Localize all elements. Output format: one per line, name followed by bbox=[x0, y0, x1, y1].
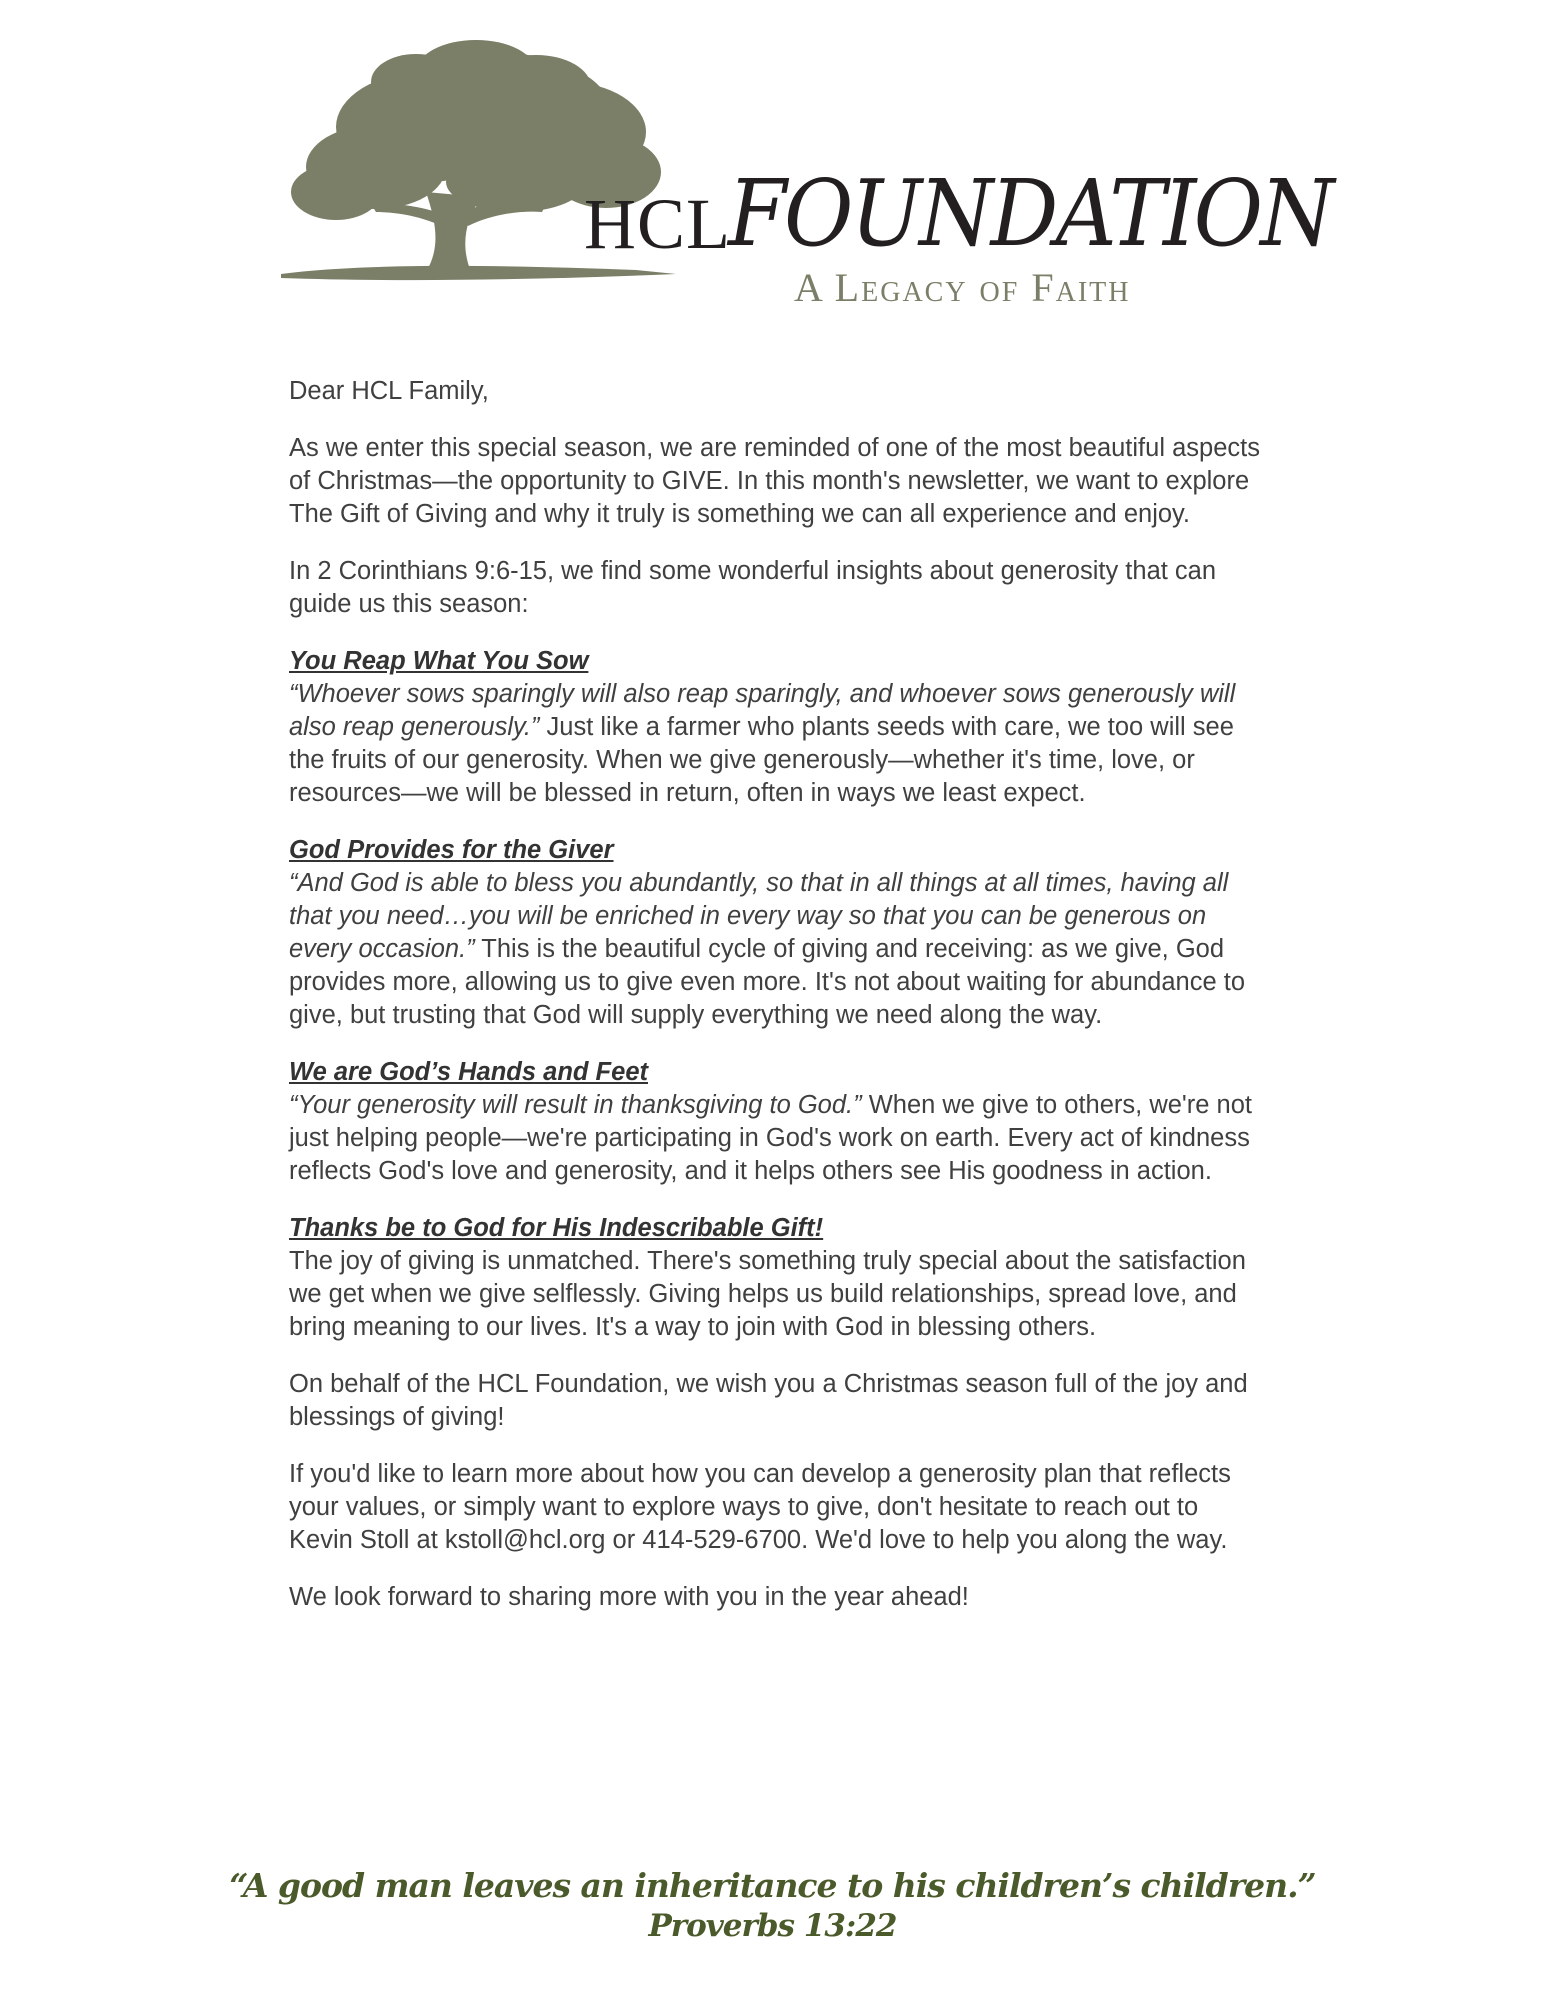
section-reap-what-you-sow bbox=[289, 645, 1264, 810]
logo-tagline: A Legacy of Faith bbox=[794, 265, 1131, 310]
section-heading: God Provides for the Giver bbox=[289, 836, 614, 864]
section-body: The joy of giving is unmatched. There's something truly special about the satisfaction we get when we give selflessly. Giving helps us build relationships, spread love, and bring meaning to our lives. It's a way to join with God in blessing others. bbox=[289, 1247, 1246, 1341]
footer-quote: “A good man leaves an inheritance to his children’s children.” bbox=[229, 1866, 1316, 1905]
letter-body bbox=[289, 375, 1264, 1638]
closing-wish: On behalf of the HCL Foundation, we wish you a Christmas season full of the joy and blessings of giving! bbox=[289, 1370, 1248, 1431]
scripture-quote: “And God is able to bless you abundantly, so that in all things at all times, having all that you need…you will be enriched in every way so that you can be generous on every occasion.” bbox=[289, 869, 1229, 963]
contact-paragraph: If you'd like to learn more about how you can develop a generosity plan that reflects your values, or simply want to explore ways to give, don't hesitate to reach out to Kevin Stoll at kstoll@hcl.org or 414-529-6700. We'd love to help you along the way. bbox=[289, 1460, 1231, 1554]
section-heading: We are God’s Hands and Feet bbox=[289, 1058, 648, 1086]
footer-reference: Proverbs 13:22 bbox=[648, 1908, 897, 1944]
scripture-quote: “Your generosity will result in thanksgiving to God.” bbox=[289, 1091, 862, 1119]
greeting: Dear HCL Family, bbox=[289, 377, 489, 405]
section-god-provides bbox=[289, 834, 1264, 1032]
logo-foundation-text: FOUNDATION bbox=[728, 160, 1332, 267]
section-heading: You Reap What You Sow bbox=[289, 647, 589, 675]
intro-paragraph: As we enter this special season, we are reminded of one of the most beautiful aspects of Christmas—the opportunity to GIVE. In this month's newsletter, we want to explore The Gift of Giving and why it truly is something we can all experience and enjoy. bbox=[289, 434, 1260, 528]
section-indescribable-gift bbox=[289, 1212, 1264, 1344]
section-heading: Thanks be to God for His Indescribable Gift! bbox=[289, 1214, 824, 1242]
section-body: When we give to others, we're not just helping people—we're participating in God's work on earth. Every act of kindness reflects God's love and generosity, and it helps others see His goodness in action. bbox=[289, 1091, 1253, 1185]
scripture-quote: “Whoever sows sparingly will also reap sparingly, and whoever sows generously will also reap generously.” bbox=[289, 680, 1236, 741]
section-hands-and-feet bbox=[289, 1056, 1264, 1188]
section-body: This is the beautiful cycle of giving and receiving: as we give, God provides more, allowing us to give even more. It's not about waiting for abundance to give, but trusting that God will supply everything we need along the way. bbox=[289, 935, 1246, 1029]
section-body: Just like a farmer who plants seeds with care, we too will see the fruits of our generosity. When we give generously—whether it's time, love, or resources—we will be blessed in return, often in ways we least expect. bbox=[289, 713, 1234, 807]
scripture-intro: In 2 Corinthians 9:6-15, we find some wonderful insights about generosity that can guide us this season: bbox=[289, 557, 1217, 618]
hcl-foundation-logo bbox=[276, 32, 1332, 322]
sign-off: We look forward to sharing more with you in the year ahead! bbox=[289, 1583, 969, 1611]
logo-hcl-text: HCL bbox=[584, 184, 731, 264]
